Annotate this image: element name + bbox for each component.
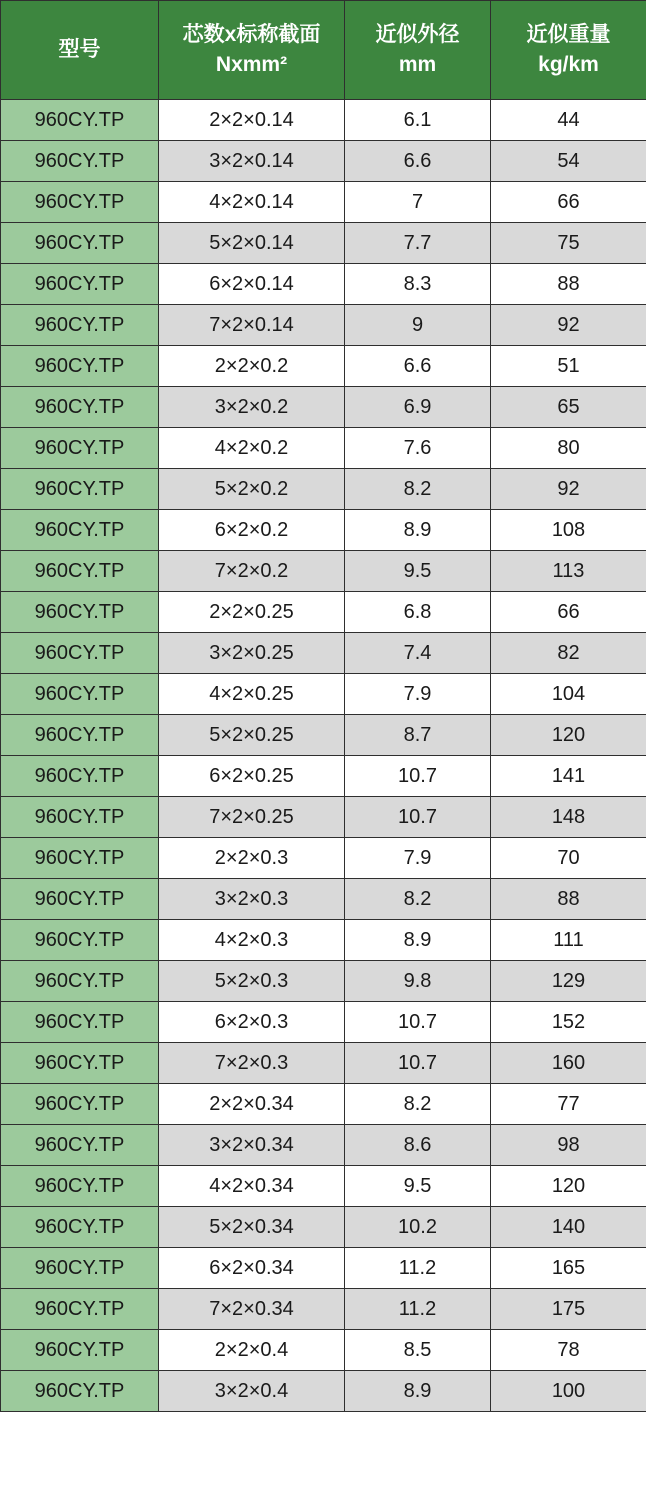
cell-model: 960CY.TP [1,387,159,428]
cell-model: 960CY.TP [1,879,159,920]
cell-cores-section: 7×2×0.2 [159,551,345,592]
table-row [1,469,646,510]
table-row [1,223,646,264]
cell-model: 960CY.TP [1,633,159,674]
cell-cores-section: 4×2×0.14 [159,182,345,223]
table-header [1,1,646,100]
table-row [1,961,646,1002]
cell-outer-diameter: 7.7 [345,223,491,264]
cell-weight: 165 [491,1248,646,1289]
table-row [1,305,646,346]
cell-weight: 152 [491,1002,646,1043]
cell-outer-diameter: 10.7 [345,1002,491,1043]
cell-weight: 175 [491,1289,646,1330]
cell-outer-diameter: 8.5 [345,1330,491,1371]
cell-outer-diameter: 8.6 [345,1125,491,1166]
cell-outer-diameter: 7.9 [345,838,491,879]
column-header-cores-section [159,1,345,100]
table-row [1,1330,646,1371]
cell-weight: 148 [491,797,646,838]
table-row [1,346,646,387]
cell-weight: 51 [491,346,646,387]
cell-model: 960CY.TP [1,1207,159,1248]
cell-outer-diameter: 10.7 [345,756,491,797]
cell-cores-section: 6×2×0.34 [159,1248,345,1289]
column-header-outer-diameter-line2: mm [398,53,437,76]
column-header-outer-diameter [345,1,491,100]
cell-model: 960CY.TP [1,1043,159,1084]
table-body [1,100,646,1412]
table-row [1,1125,646,1166]
cell-cores-section: 5×2×0.3 [159,961,345,1002]
cell-cores-section: 7×2×0.14 [159,305,345,346]
table-header-row [1,1,646,100]
cell-model: 960CY.TP [1,1371,159,1412]
cell-outer-diameter: 7.6 [345,428,491,469]
table-row [1,920,646,961]
cell-outer-diameter: 8.9 [345,920,491,961]
cell-weight: 66 [491,182,646,223]
table-row [1,510,646,551]
column-header-cores-section-line1: 芯数x标称截面 [182,22,321,46]
cell-outer-diameter: 7 [345,182,491,223]
cell-model: 960CY.TP [1,182,159,223]
cell-weight: 88 [491,879,646,920]
table-row [1,1166,646,1207]
table-row [1,387,646,428]
cell-weight: 80 [491,428,646,469]
cell-cores-section: 5×2×0.25 [159,715,345,756]
table-row [1,879,646,920]
cell-weight: 98 [491,1125,646,1166]
cell-weight: 92 [491,305,646,346]
cell-cores-section: 4×2×0.2 [159,428,345,469]
cell-cores-section: 2×2×0.3 [159,838,345,879]
cell-weight: 140 [491,1207,646,1248]
table-row [1,756,646,797]
cell-model: 960CY.TP [1,1002,159,1043]
cell-weight: 113 [491,551,646,592]
cell-model: 960CY.TP [1,551,159,592]
cell-model: 960CY.TP [1,100,159,141]
table-row [1,182,646,223]
table-row [1,1084,646,1125]
cell-weight: 88 [491,264,646,305]
cell-weight: 100 [491,1371,646,1412]
cell-outer-diameter: 8.2 [345,469,491,510]
column-header-weight-line1: 近似重量 [526,22,611,46]
table-row [1,715,646,756]
cell-model: 960CY.TP [1,961,159,1002]
cell-cores-section: 2×2×0.25 [159,592,345,633]
cell-cores-section: 6×2×0.2 [159,510,345,551]
cell-outer-diameter: 6.1 [345,100,491,141]
table-row [1,838,646,879]
cell-outer-diameter: 6.8 [345,592,491,633]
column-header-model [1,1,159,100]
cell-weight: 92 [491,469,646,510]
cell-outer-diameter: 11.2 [345,1248,491,1289]
cell-cores-section: 2×2×0.2 [159,346,345,387]
cell-outer-diameter: 6.9 [345,387,491,428]
cell-outer-diameter: 9.8 [345,961,491,1002]
cell-weight: 129 [491,961,646,1002]
cell-model: 960CY.TP [1,715,159,756]
column-header-weight-line2: kg/km [538,53,599,76]
cell-model: 960CY.TP [1,1289,159,1330]
cell-cores-section: 6×2×0.14 [159,264,345,305]
cell-model: 960CY.TP [1,838,159,879]
cell-weight: 160 [491,1043,646,1084]
table-row [1,551,646,592]
cell-cores-section: 2×2×0.4 [159,1330,345,1371]
cell-weight: 78 [491,1330,646,1371]
cell-outer-diameter: 8.9 [345,1371,491,1412]
cell-cores-section: 3×2×0.4 [159,1371,345,1412]
cell-outer-diameter: 8.3 [345,264,491,305]
table-row [1,1043,646,1084]
cell-outer-diameter: 8.7 [345,715,491,756]
cell-cores-section: 4×2×0.25 [159,674,345,715]
cell-model: 960CY.TP [1,469,159,510]
cell-outer-diameter: 9.5 [345,1166,491,1207]
cell-model: 960CY.TP [1,1330,159,1371]
cell-outer-diameter: 9.5 [345,551,491,592]
cell-cores-section: 3×2×0.25 [159,633,345,674]
cell-cores-section: 2×2×0.34 [159,1084,345,1125]
cell-model: 960CY.TP [1,797,159,838]
cell-weight: 75 [491,223,646,264]
cell-outer-diameter: 8.9 [345,510,491,551]
table-row [1,797,646,838]
cell-outer-diameter: 7.9 [345,674,491,715]
column-header-outer-diameter-line1: 近似外径 [375,22,460,46]
cell-cores-section: 2×2×0.14 [159,100,345,141]
cell-outer-diameter: 6.6 [345,141,491,182]
cell-outer-diameter: 6.6 [345,346,491,387]
cell-weight: 65 [491,387,646,428]
table-row [1,264,646,305]
cell-cores-section: 3×2×0.14 [159,141,345,182]
cell-cores-section: 5×2×0.34 [159,1207,345,1248]
cell-model: 960CY.TP [1,674,159,715]
cell-cores-section: 7×2×0.34 [159,1289,345,1330]
column-header-weight [491,1,646,100]
table-row [1,1289,646,1330]
cell-model: 960CY.TP [1,264,159,305]
column-header-model-line1: 型号 [58,37,101,61]
table-row [1,141,646,182]
cell-cores-section: 5×2×0.2 [159,469,345,510]
table-row [1,592,646,633]
cell-model: 960CY.TP [1,510,159,551]
cell-cores-section: 5×2×0.14 [159,223,345,264]
cell-weight: 104 [491,674,646,715]
column-header-cores-section-line2: Nxmm² [215,53,288,76]
table-row [1,674,646,715]
cell-model: 960CY.TP [1,346,159,387]
cell-weight: 77 [491,1084,646,1125]
cell-cores-section: 7×2×0.25 [159,797,345,838]
table-row [1,1248,646,1289]
table-row [1,633,646,674]
cell-weight: 108 [491,510,646,551]
table-row [1,428,646,469]
cell-weight: 44 [491,100,646,141]
table-row [1,100,646,141]
cell-model: 960CY.TP [1,920,159,961]
cell-weight: 120 [491,1166,646,1207]
cell-model: 960CY.TP [1,1125,159,1166]
cell-cores-section: 6×2×0.3 [159,1002,345,1043]
cell-weight: 66 [491,592,646,633]
cell-cores-section: 3×2×0.34 [159,1125,345,1166]
cell-outer-diameter: 7.4 [345,633,491,674]
table-row [1,1002,646,1043]
cell-outer-diameter: 10.7 [345,797,491,838]
cell-outer-diameter: 8.2 [345,1084,491,1125]
cell-weight: 111 [491,920,646,961]
cell-model: 960CY.TP [1,756,159,797]
cell-weight: 141 [491,756,646,797]
cell-model: 960CY.TP [1,428,159,469]
cell-model: 960CY.TP [1,141,159,182]
cell-model: 960CY.TP [1,305,159,346]
cell-cores-section: 3×2×0.3 [159,879,345,920]
cell-model: 960CY.TP [1,1248,159,1289]
cell-weight: 120 [491,715,646,756]
cell-outer-diameter: 11.2 [345,1289,491,1330]
cell-outer-diameter: 10.2 [345,1207,491,1248]
cell-model: 960CY.TP [1,223,159,264]
table-row [1,1207,646,1248]
cell-cores-section: 4×2×0.3 [159,920,345,961]
cell-model: 960CY.TP [1,1084,159,1125]
cell-outer-diameter: 10.7 [345,1043,491,1084]
table-row [1,1371,646,1412]
cell-cores-section: 3×2×0.2 [159,387,345,428]
cell-cores-section: 4×2×0.34 [159,1166,345,1207]
cell-weight: 70 [491,838,646,879]
cell-outer-diameter: 9 [345,305,491,346]
cell-weight: 54 [491,141,646,182]
cell-model: 960CY.TP [1,1166,159,1207]
cell-outer-diameter: 8.2 [345,879,491,920]
cell-model: 960CY.TP [1,592,159,633]
cell-cores-section: 6×2×0.25 [159,756,345,797]
cell-weight: 82 [491,633,646,674]
cell-cores-section: 7×2×0.3 [159,1043,345,1084]
